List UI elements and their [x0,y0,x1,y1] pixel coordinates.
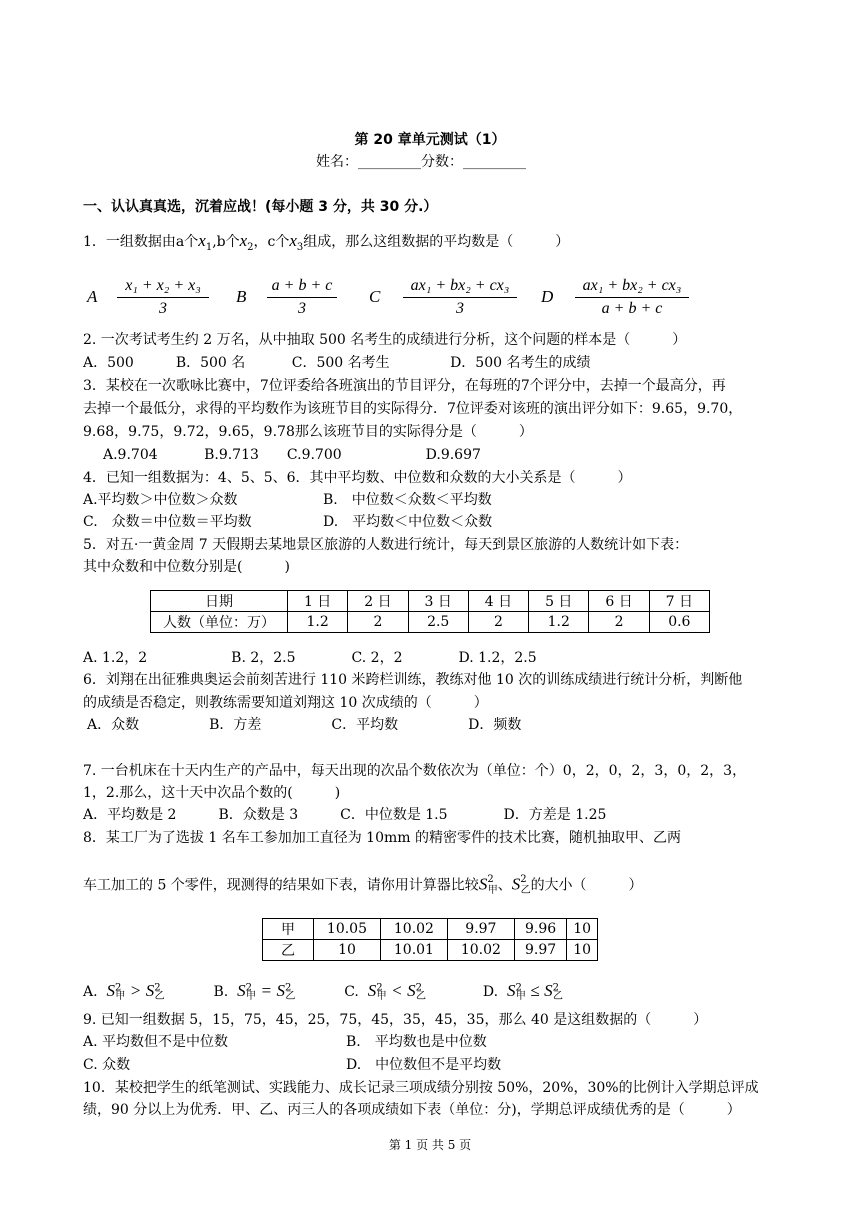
parts-table [262,918,598,961]
table-cell: 0.6 [649,612,709,633]
table-cell: 2 日 [348,591,408,612]
table-cell: 日期 [151,591,288,612]
q1-option-c-fraction: $\frac{\text{ax₁ + bx₂ + cx₃}}{3}$ [403,277,517,318]
table-cell: 乙 [263,940,314,961]
table-cell: 2 [468,612,528,633]
table-cell: 人数（单位：万） [151,612,288,633]
question-5-line-2: 其中众数和中位数分别是( ) [83,559,290,575]
question-8-line-1: 8．某工厂为了选拔 1 名车工参加加工直径为 10mm 的精密零件的技术比赛，随机抽取甲、乙两 [83,830,681,846]
question-4-option-c: C. 众数＝中位数＝平均数 [83,514,252,530]
table-cell: 2.5 [408,612,468,633]
q1-option-a-fraction: $\frac{\text{x₁ + x₂ + x₃}}{3}$ [117,277,209,318]
question-3-line-1: 3．某校在一次歌咏比赛中，7位评委给各班演出的节目评分，在每班的7个评分中，去掉一个最高分，再 [83,378,726,394]
table-cell: 9.97 [447,919,514,940]
q1-option-d-fraction: $\frac{\text{ax₁ + bx₂ + cx₃}}{a + b + c}$ [575,277,689,318]
table-row [151,591,710,612]
table-cell: 10 [567,919,598,940]
question-4-option-a: A.平均数＞中位数＞众数 [83,492,238,508]
question-3-line-2: 去掉一个最低分，求得的平均数作为该班节目的实际得分．7位评委对该班的演出评分如下：9.65，9.70， [83,401,743,417]
question-9-option-a: A. 平均数但不是中位数 [83,1034,229,1050]
section-heading: 一、认认真真选，沉着应战！(每小题 3 分，共 30 分.） [83,199,438,215]
visitors-table [150,590,710,633]
table-row [263,940,598,961]
question-5-line-1: 5．对五·一黄金周 7 天假期去某地景区旅游的人数进行统计，每天到景区旅游的人数统计如下表： [83,537,689,553]
question-9-option-d: D. 中位数但不是平均数 [346,1057,502,1073]
table-row [151,612,710,633]
name-score-line: 姓名：_________分数：_________ [316,154,526,170]
table-cell: 1.2 [529,612,589,633]
question-3-options: A.9.704 B.9.713 C.9.700 D.9.697 [103,447,481,463]
question-9-stem: 9. 已知一组数据 5，15，75，45，25，75，45，35，45，35，那么 40 是这组数据的（ ） [83,1012,708,1028]
q1-option-c-letter: C [369,287,381,306]
question-6-line-1: 6．刘翔在出征雅典奥运会前刻苦进行 110 米跨栏训练，教练对他 10 次的训练成绩进行统计分析，判断他 [83,672,743,688]
table-cell: 10 [567,940,598,961]
table-cell: 10.02 [447,940,514,961]
q1-option-b-fraction: $\frac{a + b + c}{3}$ [267,277,337,318]
question-6-line-2: 的成绩是否稳定，则教练需要知道刘翔这 10 次成绩的（ ） [83,695,488,711]
question-9-option-c: C. 众数 [83,1057,131,1073]
table-cell: 10.05 [314,919,381,940]
q1-option-a-letter: A [87,287,98,306]
q8-option-c: C. $S^2_甲 < S^2_乙$ [344,980,426,1003]
page-title: 第 20 章单元测试（1） [354,132,506,148]
question-8-options [83,979,563,1006]
table-cell: 10.01 [380,940,447,961]
question-4-option-b: B. 中位数＜众数＜平均数 [323,492,492,508]
question-2-options: A．500 B．500 名 C．500 名考生 D．500 名考生的成绩 [83,355,591,371]
question-6-options: A．众数 B．方差 C．平均数 D．频数 [87,717,522,733]
table-cell: 甲 [263,919,314,940]
question-4-stem: 4．已知一组数据为：4、5、5、6．其中平均数、中位数和众数的大小关系是（ ） [83,470,632,486]
q1-option-d-letter: D [541,287,554,306]
question-10-line-2: 绩，90 分以上为优秀．甲、乙、丙三人的各项成绩如下表（单位：分)，学期总评成绩优秀的是（ ） [83,1102,741,1118]
question-7-line-2: 1，2.那么，这十天中次品个数的( ) [83,785,341,801]
q8-option-b: B. $S^2_甲 = S^2_乙$ [213,980,296,1003]
question-3-line-3: 9.68，9.75，9.72，9.65，9.78那么该班节目的实际得分是（ ） [83,424,533,440]
page-footer: 第 1 页 共 5 页 [388,1138,472,1152]
table-row [263,919,598,940]
q1-option-b-letter: B [236,287,247,306]
question-7-line-1: 7. 一台机床在十天内生产的产品中，每天出现的次品个数依次为（单位：个）0，2，0，2，3，0，2，3， [83,763,747,779]
table-cell: 6 日 [589,591,649,612]
question-4-option-d: D. 平均数＜中位数＜众数 [323,514,493,530]
table-cell: 9.96 [514,919,566,940]
table-cell: 3 日 [408,591,468,612]
question-9-option-b: B. 平均数也是中位数 [346,1034,487,1050]
q8-option-a: A. $S^2_甲 > S^2_乙$ [83,980,165,1003]
table-cell: 10.02 [380,919,447,940]
table-cell: 10 [314,940,381,961]
table-cell: 2 [348,612,408,633]
question-7-options: A．平均数是 2 B．众数是 3 C．中位数是 1.5 D．方差是 1.25 [83,807,607,823]
table-cell: 5 日 [529,591,589,612]
question-10-line-1: 10．某校把学生的纸笔测试、实践能力、成长记录三项成绩分别按 50%，20%，30%的比例计入学期总评成 [83,1080,759,1096]
question-5-options: A. 1.2，2 B. 2，2.5 C. 2，2 D. 1.2，2.5 [83,650,537,666]
table-cell: 9.97 [514,940,566,961]
table-cell: 4 日 [468,591,528,612]
question-1-stem: 1．一组数据由a个$x_1,b$个$x_2$，c个$x_3$组成，那么这组数据的平均数是（ ） [83,231,570,253]
q8-option-d: D. $S^2_甲 \le S^2_乙$ [482,980,563,1003]
table-cell: 2 [589,612,649,633]
table-cell: 1 日 [288,591,348,612]
table-cell: 1.2 [288,612,348,633]
question-8-line-2: 车工加工的 5 个零件，现测得的结果如下表，请你用计算器比较$S^2_甲$、$S^2_乙$的大小（ ） [83,874,643,897]
question-2-stem: 2. 一次考试考生约 2 万名，从中抽取 500 名考生的成绩进行分析，这个问题的样本是（ ） [83,332,687,348]
table-cell: 7 日 [649,591,709,612]
